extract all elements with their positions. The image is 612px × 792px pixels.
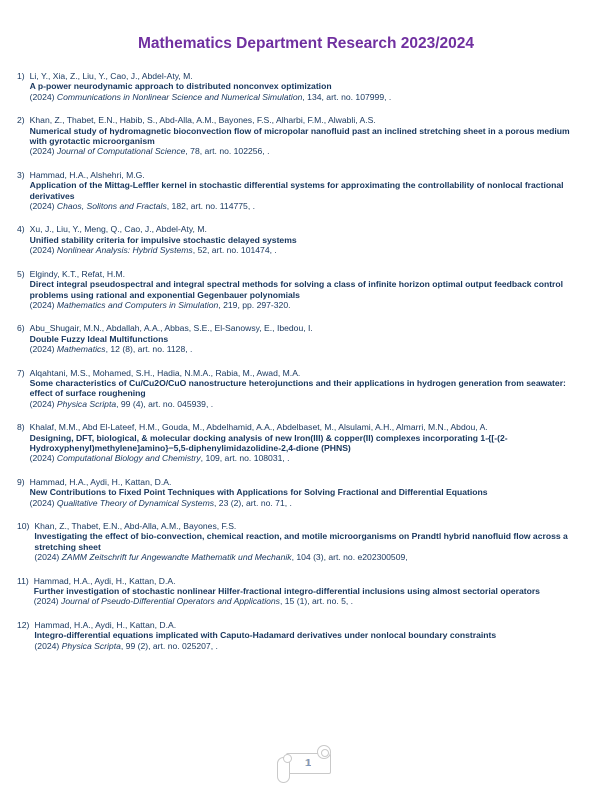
reference-body [30, 477, 585, 508]
journal-name: Communications in Nonlinear Science and Numerical Simulation [56, 91, 303, 102]
citation-year: (2024) [29, 398, 55, 409]
citation-detail: , 219, pp. 297-320. [218, 299, 291, 310]
citation-year: (2024) [29, 344, 55, 355]
reference-number: 5) [17, 268, 25, 279]
reference-body [34, 620, 585, 651]
reference-item [17, 115, 585, 157]
reference-number: 6) [17, 323, 25, 334]
reference-authors: Hammad, H.A., Alshehri, M.G. [29, 169, 145, 180]
reference-citation [30, 498, 585, 508]
reference-body [30, 115, 585, 157]
reference-body [30, 71, 585, 102]
reference-title: A p-power neurodynamic approach to distributed nonconvex optimization [29, 81, 332, 92]
reference-item [17, 620, 585, 651]
journal-name: Mathematics and Computers in Simulation [56, 299, 219, 310]
reference-body [30, 269, 585, 311]
reference-title: Application of the Mittag-Leffler kernel in stochastic differential systems for approximating the controllability of nonlocal fractional derivatives [29, 180, 564, 201]
journal-name: ZAMM Zeitschrift fur Angewandte Mathematik und Mechanik [61, 552, 292, 563]
reference-authors: Khan, Z., Thabet, E.N., Abd-Alla, A.M., Bayones, F.S. [34, 521, 237, 531]
reference-citation [30, 201, 585, 211]
citation-detail: , 109, art. no. 108031, . [200, 453, 290, 464]
citation-year: (2024) [33, 596, 59, 607]
reference-title: Further investigation of stochastic nonlinear Hilfer-fractional integro-differential inclusions using almost sectorial operators [33, 586, 540, 597]
reference-number: 1) [17, 71, 25, 81]
reference-title: Integro-differential equations implicated with Caputo-Hadamard derivatives under nonlocal boundary constraints [34, 630, 497, 641]
reference-item [17, 368, 585, 410]
citation-year: (2024) [29, 245, 55, 256]
journal-name: Nonlinear Analysis: Hybrid Systems [56, 245, 193, 256]
citation-detail: , 23 (2), art. no. 71, . [214, 497, 292, 508]
scroll-right-curl [317, 745, 331, 759]
page-title: Mathematics Department Research 2023/2024 [137, 35, 474, 52]
reference-authors: Khalaf, M.M., Abd El-Lateef, H.M., Gouda, M., Abdelhamid, A.A., Abdelbaset, M., Alsulami, A.H., Almarri, M.N., Abdou, A. [29, 422, 488, 433]
citation-detail: , 104 (3), art. no. e202300509, [291, 552, 408, 563]
reference-citation [30, 300, 585, 310]
reference-citation [30, 245, 585, 255]
reference-number: 11) [17, 575, 29, 586]
page-number-scroll-icon [277, 744, 335, 784]
reference-body [34, 576, 585, 607]
reference-title: New Contributions to Fixed Point Techniques with Applications for Solving Fractional and Differential Equations [29, 487, 488, 498]
reference-citation [30, 399, 585, 409]
reference-item [17, 71, 585, 102]
journal-name: Physica Scripta [56, 398, 117, 409]
reference-item [17, 170, 585, 212]
reference-title: Designing, DFT, biological, & molecular docking analysis of new Iron(III) & copper(II) complexes incorporating 1-{[-(2-Hydroxyphenyl)methylene]amino}−5,5-diphenylimidazolidine-2,4-dione (PHNS) [29, 432, 508, 453]
citation-detail: , 134, art. no. 107999, . [302, 91, 392, 102]
reference-citation [34, 641, 585, 651]
reference-number: 9) [17, 476, 25, 487]
journal-name: Journal of Pseudo-Differential Operators and Applications [61, 596, 280, 607]
citation-year: (2024) [29, 146, 55, 157]
reference-item [17, 521, 585, 563]
reference-list [17, 71, 585, 664]
journal-name: Chaos, Solitons and Fractals [56, 201, 167, 212]
reference-authors: Xu, J., Liu, Y., Meng, Q., Cao, J., Abdel-Aty, M. [29, 224, 207, 235]
reference-body [30, 422, 585, 464]
reference-authors: Elgindy, K.T., Refat, H.M. [29, 268, 126, 279]
citation-year: (2024) [29, 299, 55, 310]
reference-authors: Alqahtani, M.S., Mohamed, S.H., Hadia, N.M.A., Rabia, M., Awad, M.A. [29, 367, 301, 378]
journal-name: Physica Scripta [61, 640, 121, 651]
reference-body [34, 521, 585, 563]
reference-citation [30, 92, 585, 102]
reference-number: 7) [17, 367, 25, 378]
journal-name: Qualitative Theory of Dynamical Systems [56, 497, 215, 508]
reference-title: Some characteristics of Cu/Cu2O/CuO nanostructure heterojunctions and their applications in hydrogen generation from seawater: effect of surface roughening [29, 377, 566, 399]
reference-item [17, 269, 585, 311]
reference-title: Investigating the effect of bio-convection, chemical reaction, and motile microorganisms on Prandtl hybrid nanofluid flow across a stretching sheet [34, 531, 568, 552]
reference-citation [30, 453, 585, 463]
journal-name: Journal of Computational Science [56, 146, 186, 157]
reference-title: Unified stability criteria for impulsive stochastic delayed systems [29, 234, 297, 245]
reference-authors: Hammad, H.A., Aydi, H., Kattan, D.A. [29, 476, 172, 487]
reference-item [17, 576, 585, 607]
citation-year: (2024) [34, 552, 60, 563]
citation-year: (2024) [29, 201, 55, 212]
citation-detail: , 99 (4), art. no. 045939, . [116, 398, 214, 409]
reference-citation [34, 596, 585, 606]
citation-detail: , 15 (1), art. no. 5, . [279, 596, 354, 607]
reference-title: Direct integral pseudospectral and integral spectral methods for solving a class of infinite horizon optimal output feedback control problems using rational and exponential Gegenbauer polynomials [29, 279, 564, 300]
reference-body [30, 368, 585, 410]
reference-number: 4) [17, 224, 25, 235]
reference-citation [30, 146, 585, 156]
scroll-left-curl [283, 754, 292, 763]
reference-item [17, 224, 585, 255]
reference-body [30, 323, 585, 354]
reference-number: 3) [17, 169, 25, 180]
citation-year: (2024) [29, 497, 55, 508]
citation-detail: , 78, art. no. 102256, . [185, 146, 270, 157]
reference-authors: Abu_Shugair, M.N., Abdallah, A.A., Abbas, S.E., El-Sanowsy, E., Ibedou, I. [29, 323, 313, 334]
reference-body [30, 224, 585, 255]
reference-number: 8) [17, 422, 25, 433]
reference-item [17, 422, 585, 464]
reference-authors: Hammad, H.A., Aydi, H., Kattan, D.A. [33, 575, 176, 586]
reference-authors: Khan, Z., Thabet, E.N., Habib, S., Abd-Alla, A.M., Bayones, F.S., Alharbi, F.M., Alwabli, A.S. [29, 115, 376, 126]
reference-authors: Hammad, H.A., Aydi, H., Kattan, D.A. [34, 619, 177, 630]
reference-number: 12) [17, 619, 30, 630]
reference-number: 10) [17, 521, 30, 531]
page-number: 1 [305, 758, 312, 769]
reference-title: Numerical study of hydromagnetic bioconvection flow of micropolar nanofluid past an inclined stretching sheet in a porous medium with gyrotactic microorganism [29, 125, 570, 147]
citation-year: (2024) [34, 640, 60, 651]
reference-title: Double Fuzzy Ideal Multifunctions [29, 333, 169, 344]
reference-item [17, 323, 585, 354]
journal-name: Mathematics [56, 344, 106, 355]
citation-year: (2024) [29, 91, 55, 102]
citation-year: (2024) [29, 453, 55, 464]
citation-detail: , 52, art. no. 101474, . [192, 245, 277, 256]
journal-name: Computational Biology and Chemistry [56, 453, 201, 464]
reference-item [17, 477, 585, 508]
citation-detail: , 182, art. no. 114775, . [166, 201, 255, 212]
reference-citation [30, 344, 585, 354]
citation-detail: , 99 (2), art. no. 025207, . [120, 640, 218, 651]
reference-body [30, 170, 585, 212]
reference-citation [34, 552, 585, 562]
reference-authors: Li, Y., Xia, Z., Liu, Y., Cao, J., Abdel-Aty, M. [29, 71, 193, 81]
reference-number: 2) [17, 115, 25, 126]
citation-detail: , 12 (8), art. no. 1128, . [105, 344, 193, 355]
